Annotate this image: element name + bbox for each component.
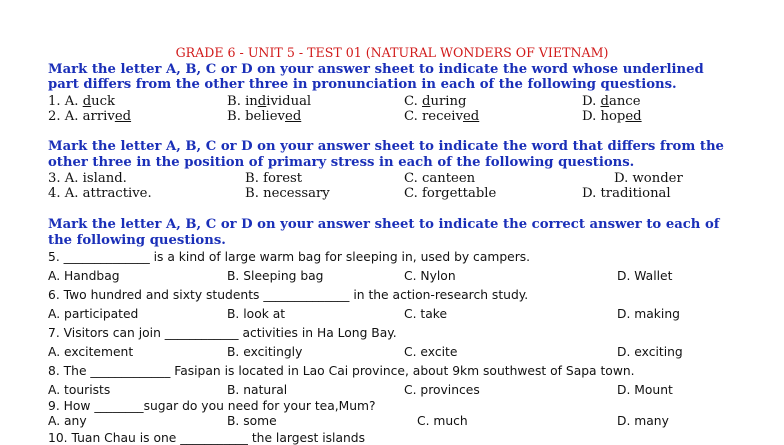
q7-option-c: C. excite xyxy=(404,345,458,359)
q1-option-d: D. dance xyxy=(582,94,641,109)
q4-option-a: 4. A. attractive. xyxy=(48,186,152,201)
q9-option-c: C. much xyxy=(417,414,468,428)
q7-option-d: D. exciting xyxy=(617,345,683,359)
q5-stem: 5. ______________ is a kind of large warm bag for sleeping in, used by campers. xyxy=(48,250,531,264)
q5-option-a: A. Handbag xyxy=(48,269,120,283)
q2-option-d: D. hoped xyxy=(582,109,642,124)
q4-option-d: D. traditional xyxy=(582,186,671,201)
q6-option-a: A. participated xyxy=(48,307,139,321)
q9-option-d: D. many xyxy=(617,414,669,428)
q3-option-c: C. canteen xyxy=(404,171,476,186)
q6-option-c: C. take xyxy=(404,307,448,321)
q1-option-a: 1. A. duck xyxy=(48,94,116,109)
q5-option-c: C. Nylon xyxy=(404,269,456,283)
section1-instruction-line1: Mark the letter A, B, C or D on your answer sheet to indicate the word whose underlined xyxy=(48,62,704,77)
q6-option-b: B. look at xyxy=(227,307,286,321)
section3-instruction-line2: the following questions. xyxy=(48,233,226,248)
section1-instruction-line2: part differs from the other three in pronunciation in each of the following questions. xyxy=(48,77,677,92)
q7-option-b: B. excitingly xyxy=(227,345,303,359)
q2-option-b: B. believed xyxy=(227,109,302,124)
q6-option-d: D. making xyxy=(617,307,680,321)
q4-option-c: C. forgettable xyxy=(404,186,497,201)
q8-stem: 8. The _____________ Fasipan is located in Lao Cai province, about 9km southwest of Sapa town. xyxy=(48,364,635,378)
q8-option-a: A. tourists xyxy=(48,383,111,397)
q3-option-a: 3. A. island. xyxy=(48,171,127,186)
q8-option-c: C. provinces xyxy=(404,383,480,397)
q1-option-b: B. individual xyxy=(227,94,312,109)
q3-option-b: B. forest xyxy=(245,171,303,186)
q8-option-d: D. Mount xyxy=(617,383,673,397)
q2-option-a: 2. A. arrived xyxy=(48,109,132,124)
q3-option-d: D. wonder xyxy=(614,171,683,186)
q7-option-a: A. excitement xyxy=(48,345,134,359)
test-title: GRADE 6 - UNIT 5 - TEST 01 (NATURAL WONDERS OF VIETNAM) xyxy=(175,45,609,60)
section2-instruction-line2: other three in the position of primary stress in each of the following questions. xyxy=(48,155,635,170)
q6-stem: 6. Two hundred and sixty students ______________ in the action-research study. xyxy=(48,288,529,302)
q9-stem: 9. How ________sugar do you need for your tea,Mum? xyxy=(48,399,376,413)
q2-option-c: C. received xyxy=(404,109,480,124)
q8-option-b: B. natural xyxy=(227,383,288,397)
q5-option-b: B. Sleeping bag xyxy=(227,269,324,283)
q7-stem: 7. Visitors can join ____________ activities in Ha Long Bay. xyxy=(48,326,397,340)
q9-option-a: A. any xyxy=(48,414,87,428)
q1-option-c: C. during xyxy=(404,94,467,109)
q10-stem: 10. Tuan Chau is one ___________ the largest islands xyxy=(48,431,365,445)
q5-option-d: D. Wallet xyxy=(617,269,673,283)
section2-instruction-line1: Mark the letter A, B, C or D on your answer sheet to indicate the word that differs from the xyxy=(48,139,724,154)
section3-instruction-line1: Mark the letter A, B, C or D on your answer sheet to indicate the correct answer to each of xyxy=(48,217,720,232)
q4-option-b: B. necessary xyxy=(245,186,330,201)
q9-option-b: B. some xyxy=(227,414,277,428)
